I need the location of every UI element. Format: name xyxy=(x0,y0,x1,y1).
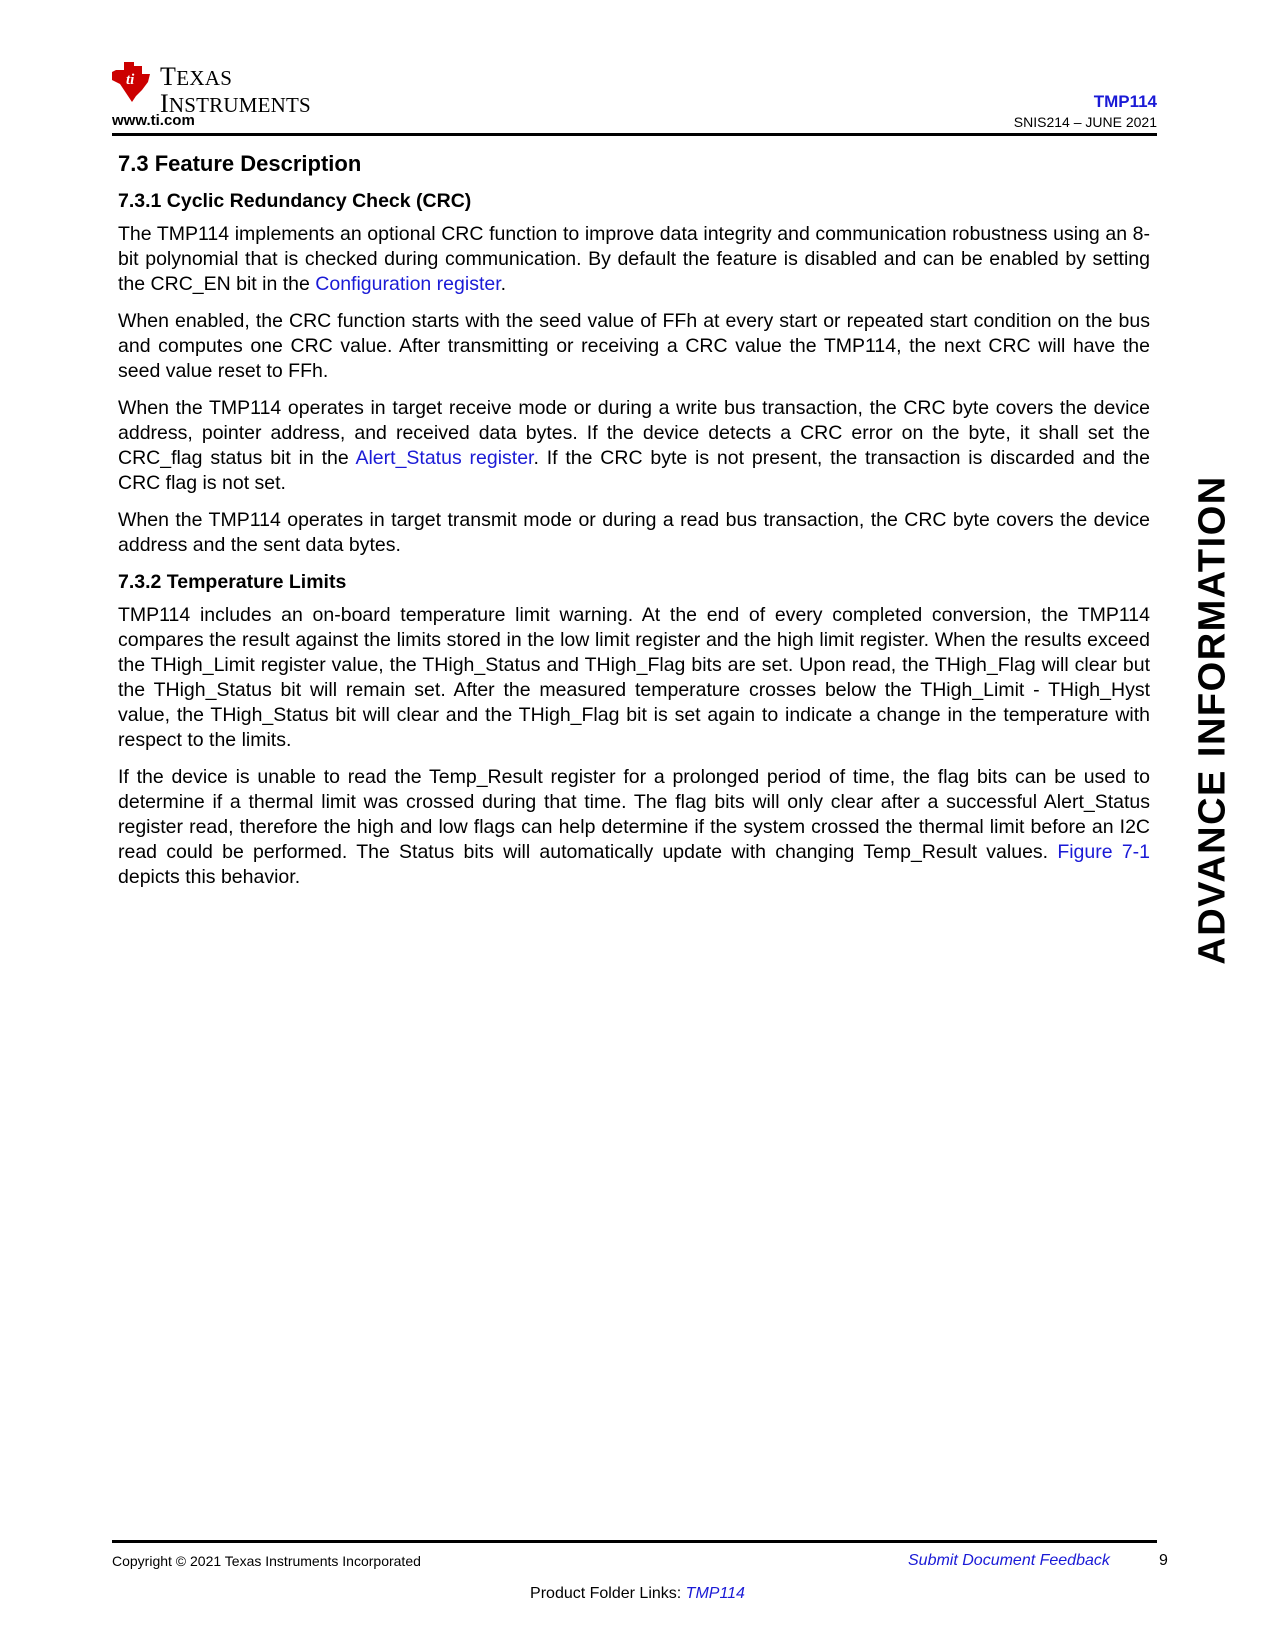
document-id: SNIS214 – JUNE 2021 xyxy=(1013,114,1157,130)
crc-p3-text: When the TMP114 operates in target receive mode or during a write bus transaction, the CRC byte covers the device address, pointer address, and received data bytes. If the device detects a CRC error on the byte, it shall set the CRC_flag status bit in the xyxy=(118,396,1150,469)
ti-logo xyxy=(110,60,320,118)
logo-word-texas: EXAS xyxy=(176,66,233,90)
crc-paragraph-4: When the TMP114 operates in target transmit mode or during a read bus transaction, the CRC byte covers the device address and the sent data bytes. xyxy=(118,508,1150,556)
temp-paragraph-2 xyxy=(118,765,1150,890)
temp-paragraph-1: TMP114 includes an on-board temperature limit warning. At the end of every completed conversion, the TMP114 compares the result against the limits stored in the low limit register and the high limit register. When the results exceed the THigh_Limit register value, the THigh_Status and THigh_Flag bits are set. Upon read, the THigh_Flag will clear but the THigh_Status bit will remain set. After the measured temperature crosses below the THigh_Limit - THigh_Hyst value, the THigh_Status bit will clear and the THigh_Flag bit is set again to indicate a change in the temperature with respect to the limits. xyxy=(118,604,1150,752)
crc-paragraph-3 xyxy=(118,396,1150,496)
temp-p2-end: depicts this behavior. xyxy=(118,866,301,889)
crc-paragraph-2: When enabled, the CRC function starts with the seed value of FFh at every start or repeated start condition on the bus and computes one CRC value. After transmitting or receiving a CRC value the TMP114, the next CRC will have the seed value reset to FFh. xyxy=(118,309,1150,382)
logo-initial-i: I xyxy=(160,89,169,118)
advance-information-sidebar xyxy=(1183,475,1243,965)
copyright: Copyright © 2021 Texas Instruments Incorporated xyxy=(112,1553,421,1569)
folder-label: Product Folder Links: xyxy=(530,1585,686,1602)
product-folder-links xyxy=(0,1585,1275,1603)
submit-feedback-link[interactable]: Submit Document Feedback xyxy=(908,1552,1110,1569)
crc-p1-end: . xyxy=(500,272,507,295)
crc-heading: 7.3.1 Cyclic Redundancy Check (CRC) xyxy=(118,189,472,212)
website-link[interactable]: www.ti.com xyxy=(112,112,195,129)
page-number: 9 xyxy=(1159,1552,1168,1569)
header-rule xyxy=(112,133,1157,136)
main-content xyxy=(118,150,1150,902)
svg-text:ti: ti xyxy=(126,72,135,88)
temp-p2-text: If the device is unable to read the Temp_Result register for a prolonged period of time, the flag bits can be used to determine if a thermal limit was crossed during that time. The flag bits will only clear after a successful Alert_Status register read, therefore the high and low flags can help determine if the system crossed the thermal limit before an I2C read could be performed. The Status bits will automatically update with changing Temp_Result values. xyxy=(118,766,1150,864)
crc-p3-end: . If the CRC byte is not present, the transaction is discarded and the CRC flag is not set. xyxy=(118,446,1151,494)
figure-7-1-link[interactable]: Figure 7-1 xyxy=(1057,841,1150,864)
logo-word-instruments: NSTRUMENTS xyxy=(168,93,311,117)
part-number-link[interactable]: TMP114 xyxy=(1093,92,1157,111)
temperature-limits-heading: 7.3.2 Temperature Limits xyxy=(118,570,347,593)
crc-paragraph-1 xyxy=(118,222,1150,297)
ti-state-icon xyxy=(110,60,156,104)
tmp114-folder-link[interactable]: TMP114 xyxy=(685,1585,745,1602)
crc-p1-text: The TMP114 implements an optional CRC function to improve data integrity and communication robustness using an 8-bit polynomial that is checked during communication. By default the feature is disabled and can be enabled by setting the CRC_EN bit in the xyxy=(118,222,1150,295)
section-title: 7.3 Feature Description xyxy=(118,151,362,176)
footer-rule xyxy=(112,1540,1157,1543)
alert-status-register-link[interactable]: Alert_Status register xyxy=(355,446,534,469)
advance-information-label: ADVANCE INFORMATION xyxy=(1191,475,1234,965)
logo-initial-t: T xyxy=(160,62,177,91)
configuration-register-link[interactable]: Configuration register xyxy=(315,272,501,295)
